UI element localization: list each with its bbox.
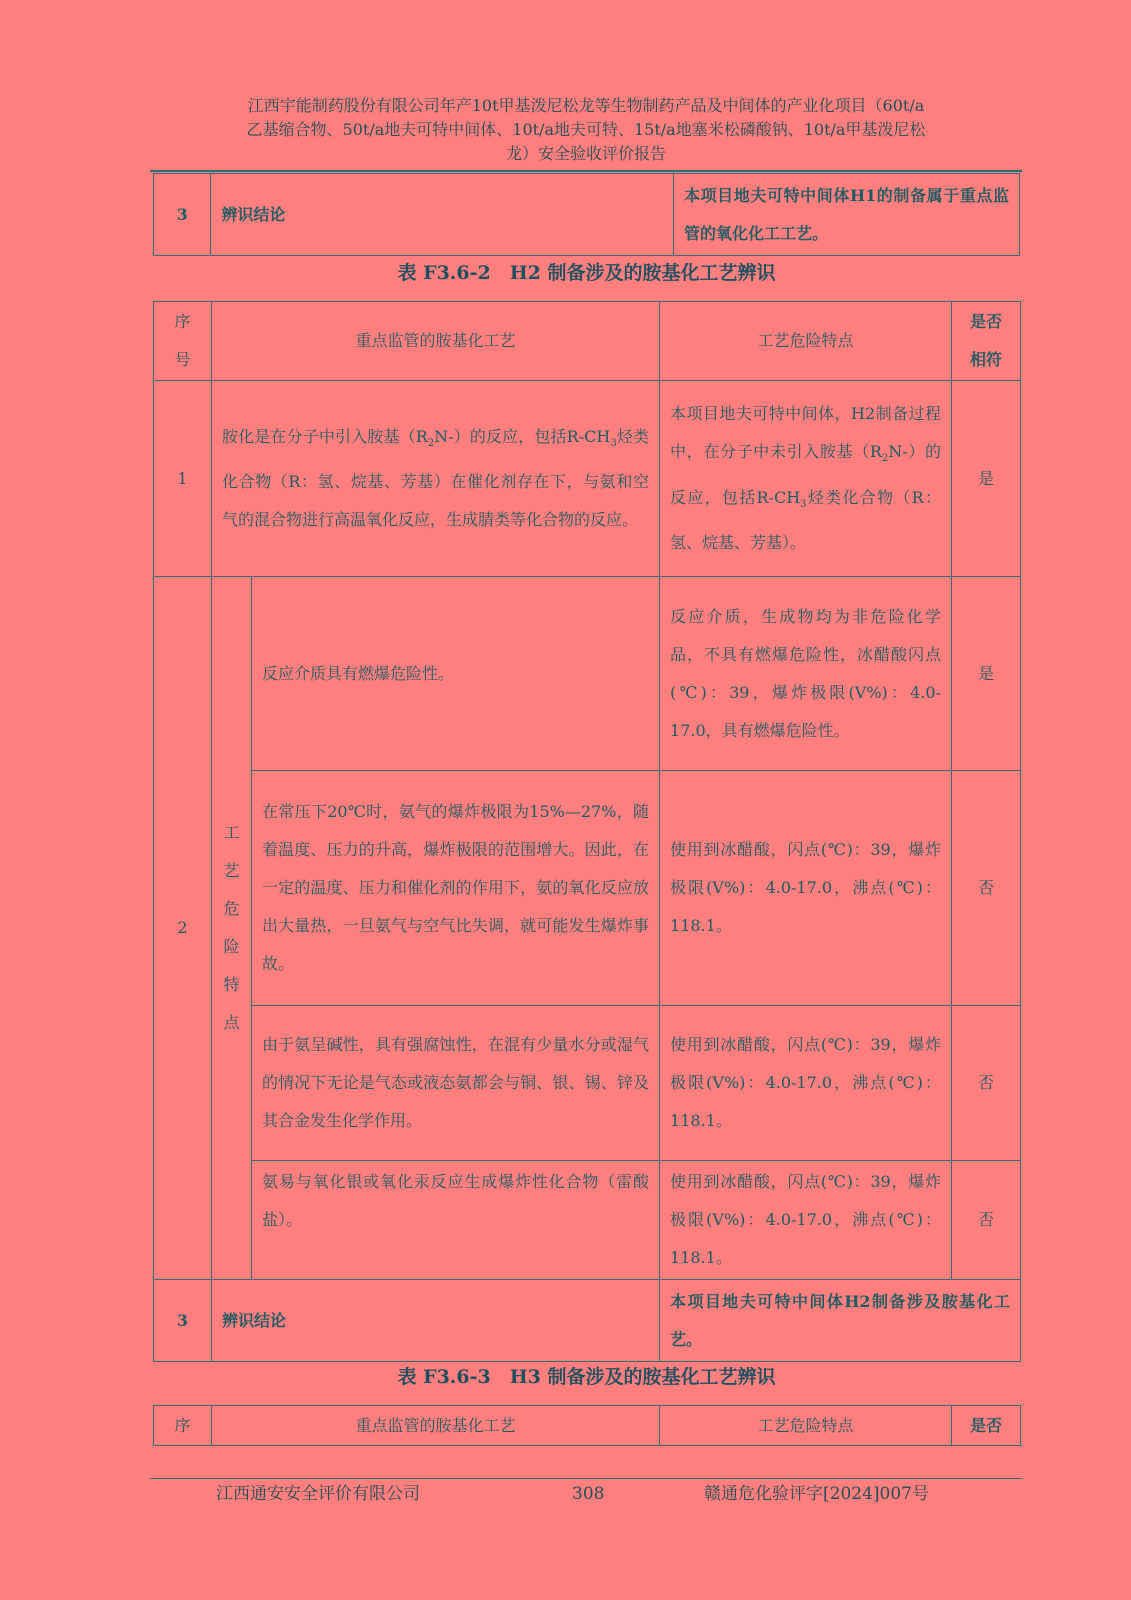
page-header [150, 94, 1022, 166]
footer-page-number: 308 [572, 1484, 605, 1504]
row2a-process: 反应介质具有燃爆危险性。 [252, 577, 660, 771]
row2c-feature: 使用到冰醋酸，闪点(℃)：39，爆炸极限(V%)：4.0-17.0，沸点(℃)：118.1。 [660, 1006, 952, 1161]
h3-header-match: 是否 [952, 1406, 1021, 1446]
table-caption-h2: 表 F3.6-2 H2 制备涉及的胺基化工艺辨识 [397, 262, 776, 284]
footer-company: 江西通安安全评价有限公司 [216, 1484, 420, 1504]
row2b-feature: 使用到冰醋酸，闪点(℃)：39，爆炸极限(V%)：4.0-17.0，沸点(℃)：118.1。 [660, 771, 952, 1006]
row2d-match: 否 [952, 1161, 1021, 1280]
h3-header-feature: 工艺危险特点 [660, 1406, 952, 1446]
row2d-feature: 使用到冰醋酸，闪点(℃)：39，爆炸极限(V%)：4.0-17.0，沸点(℃)：118.1。 [660, 1161, 952, 1280]
row3-conclusion: 本项目地夫可特中间体H2制备涉及胺基化工艺。 [660, 1280, 1021, 1362]
header-process: 重点监管的胺基化工艺 [212, 302, 660, 381]
row2c-match: 否 [952, 1006, 1021, 1161]
header-rule [150, 170, 1022, 172]
header-match: 是否相符 [952, 302, 1021, 381]
row1-match: 是 [952, 381, 1021, 577]
header-line-1: 江西宇能制药股份有限公司年产10t甲基泼尼松龙等生物制药产品及中间体的产业化项目（60t/a [247, 96, 925, 115]
header-feature: 工艺危险特点 [660, 302, 952, 381]
footer-rule [150, 1478, 1022, 1479]
row2a-feature: 反应介质，生成物均为非危险化学品，不具有燃爆危险性，冰醋酸闪点(℃)：39，爆炸极限(V%)：4.0-17.0，具有燃爆危险性。 [660, 577, 952, 771]
amination-table-h3 [153, 1405, 1021, 1446]
row2d-process: 氨易与氧化银或氧化汞反应生成爆炸性化合物（雷酸盐）。 [252, 1161, 660, 1280]
row1-number: 1 [154, 381, 212, 577]
table-caption-h3: 表 F3.6-3 H3 制备涉及的胺基化工艺辨识 [397, 1366, 776, 1388]
previous-table-tail [153, 173, 1020, 256]
h3-header-process: 重点监管的胺基化工艺 [212, 1406, 660, 1446]
conclusion-text: 本项目地夫可特中间体H1的制备属于重点监管的氧化化工工艺。 [673, 174, 1019, 256]
header-line-2: 乙基缩合物、50t/a地夫可特中间体、10t/a地夫可特、15t/a地塞米松磷酸钠、10t/a甲基泼尼松 [246, 120, 926, 139]
conclusion-label: 辨识结论 [211, 174, 674, 256]
row-number: 3 [154, 174, 211, 256]
header-line-3: 龙）安全验收评价报告 [505, 144, 666, 163]
row1-feature: 本项目地夫可特中间体，H2制备过程中，在分子中未引入胺基$(R_2N-)$的反应，包括$R-CH_3$烃类化合物（R：氢、烷基、芳基）。 [660, 381, 952, 577]
row2a-match: 是 [952, 577, 1021, 771]
row1-process: 胺化是在分子中引入胺基$(R_2N-)$的反应，包括$R-CH_3$烃类化合物（R：氢、烷基、芳基）在催化剂存在下，与氨和空气的混合物进行高温氧化反应，生成腈类等化合物的反应。 [212, 381, 660, 577]
footer-doc-number: 赣通危化验评字[2024]007号 [704, 1484, 929, 1504]
row2c-process: 由于氨呈碱性，具有强腐蚀性，在混有少量水分或湿气的情况下无论是气态或液态氨都会与铜、银、锡、锌及其合金发生化学作用。 [252, 1006, 660, 1161]
row2-group-label: 工艺危险特点 [212, 577, 252, 1280]
amination-table-h2 [153, 301, 1021, 1362]
row3-number: 3 [154, 1280, 212, 1362]
row2-number: 2 [154, 577, 212, 1280]
row2b-match: 否 [952, 771, 1021, 1006]
header-no: 序号 [154, 302, 212, 381]
row3-label: 辨识结论 [212, 1280, 660, 1362]
h3-header-no: 序 [154, 1406, 212, 1446]
row2b-process: 在常压下20℃时，氨气的爆炸极限为15%—27%，随着温度、压力的升高，爆炸极限的范围增大。因此，在一定的温度、压力和催化剂的作用下，氨的氧化反应放出大量热，一旦氨气与空气比失调，就可能发生爆炸事故。 [252, 771, 660, 1006]
